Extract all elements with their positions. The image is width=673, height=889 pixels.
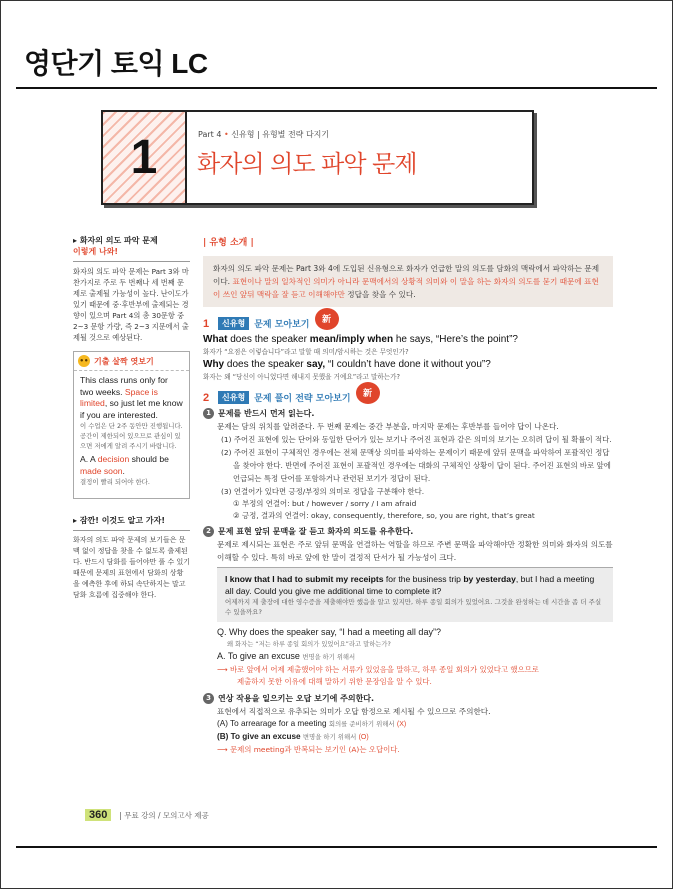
option-b xyxy=(203,731,613,744)
wrong-mark: (X) xyxy=(396,721,407,728)
footer-text: | 무료 강의 / 모의고사 제공 xyxy=(119,810,209,820)
option-text: (B) To give an excuse xyxy=(217,732,301,741)
divider xyxy=(73,530,190,531)
top-divider xyxy=(16,87,657,89)
step-title: 연상 작용을 일으키는 오답 보기에 주의한다. xyxy=(218,694,375,703)
step-number: 2 xyxy=(203,526,214,537)
sidebar-heading xyxy=(73,235,190,257)
option-translation: 회의를 준비하기 위해서 xyxy=(328,720,395,728)
step-3-text: 표현에서 직접적으로 유추되는 의미가 오답 함정으로 제시될 수 있으므로 주의한다. xyxy=(217,707,491,716)
option-a xyxy=(203,718,613,731)
divider xyxy=(73,261,190,262)
chapter-title: 화자의 의도 파악 문제 xyxy=(197,150,417,178)
ex-bold: by yesterday xyxy=(463,574,516,584)
tip-ans-part: A. A xyxy=(80,454,98,464)
tip-en-part: This class runs only for two weeks. xyxy=(80,375,168,397)
tip-en-highlight: Space is limited xyxy=(80,386,158,408)
type-tag: 신유형 xyxy=(218,317,249,330)
step-2-text: 문제로 제시되는 표현은 주로 앞뒤 문맥을 연결하는 역할을 하므로 주변 문맥을 파악해야만 정확한 의미와 화자의 의도를 이해할 수 있다. 특히 바로 앞에 한 말이 결정적 단서가 될 가능성이 크다. xyxy=(217,540,613,562)
question-list xyxy=(203,333,613,383)
chapter-header xyxy=(101,110,534,205)
book-title: 영단기 토익 LC xyxy=(24,48,208,79)
q-word: say, xyxy=(306,359,326,370)
section-label: | 유형 소개 | xyxy=(203,238,254,248)
strategy-step-1 xyxy=(203,407,613,420)
arrow-icon: ▸ xyxy=(73,516,78,525)
step-1-text: 문제는 담의 위치를 알려준다. 두 번째 문제는 중간 부분을, 마지막 문제는 후반부를 들어야 답이 나온다. xyxy=(217,422,559,431)
tip-answer xyxy=(80,454,183,477)
page-number: 360 xyxy=(85,809,111,821)
page-footer xyxy=(85,809,209,821)
example-sentence xyxy=(225,573,605,597)
note-heading xyxy=(73,515,190,526)
page-content xyxy=(73,103,613,833)
tip-answer-translation: 결정이 빨리 되어야 한다. xyxy=(80,478,150,486)
step-1-item-1: (1) 주어진 표현에 있는 단어와 동일한 단어가 있는 보기나 주어진 표현과 같은 의미의 보기는 오히려 답이 될 확률이 적다. xyxy=(221,435,612,444)
ex-normal: , but I had a meeting all day. Could you give me additional time to complete it? xyxy=(225,574,595,596)
intro-text: 정답을 찾을 수 있다. xyxy=(344,290,416,299)
q-word: Why xyxy=(203,359,225,370)
type-title: 문제 풀이 전략 모아보기 xyxy=(254,394,351,404)
strategy-step-2 xyxy=(203,525,613,538)
sidebar-note xyxy=(73,515,190,601)
type-number: 2 xyxy=(203,391,210,404)
q-word: mean/imply when xyxy=(309,334,394,345)
explanation-1-cont: 제출하지 못한 이유에 대해 말하기 위한 문장임을 알 수 있다. xyxy=(237,677,432,686)
tip-title: 기출 살짝 엿보기 xyxy=(94,356,154,366)
q-word: What xyxy=(203,334,228,345)
qa-answer-text: A. To give an excuse xyxy=(217,651,300,661)
type-number: 1 xyxy=(203,317,210,330)
sidebar-body: 화자의 의도 파악 문제는 Part 3와 마찬가지로 주로 두 번째나 세 번째 문제로 출제될 가능성이 높다. 난이도가 있기 때문에 중·후반부에 출제되는 경향이 있으며 Part 4의 총 30문항 중 2~3 문항 가량, 즉 2~3 지문에서 출제될 것으로 예상된다. xyxy=(73,267,189,342)
q-word: does the speaker xyxy=(224,359,307,370)
qa-answer xyxy=(203,650,613,664)
chapter-part: Part 4 xyxy=(198,130,222,139)
question-1-translation: 화자가 “요점은 이렇습니다”라고 말할 때 의미/암시하는 것은 무엇인가? xyxy=(203,348,409,356)
step-1-subitem-2: ② 긍정, 결과의 연결어: okay, consequently, therefore, so, you are right, that’s great xyxy=(233,511,535,520)
sidebar-heading-1: 화자의 의도 파악 문제 xyxy=(79,236,158,245)
step-1-subitem-1: ① 부정의 연결어: but / however / sorry / I am afraid xyxy=(233,499,417,508)
step-title: 문제를 반드시 먼저 읽는다. xyxy=(218,409,315,418)
sidebar-intro xyxy=(73,235,190,343)
new-badge-icon: 新 xyxy=(356,382,380,404)
bullet-icon: • xyxy=(223,130,229,139)
question-2-translation: 화자는 왜 “당신이 아니었다면 해내지 못했을 거예요”라고 말하는가? xyxy=(203,373,400,381)
step-1-item-2: (2) 주어진 표현이 구체적인 경우에는 전체 문맥상 의미를 파악하는 문제이기 때문에 앞뒤 문맥을 파악하여 포괄적인 정답을 찾아야 한다. 반면에 주어진 표현이 포괄적인 경우에는 대화의 구체적인 상황이 답이 된다. 주어진 표현의 바로 앞에 언급되는 특정 단어를 포함하거나 관련된 보기가 정답이 된다. xyxy=(221,448,611,483)
qa-question: Q. Why does the speaker say, “I had a meeting all day”? xyxy=(217,627,441,637)
arrow-icon: ▸ xyxy=(73,236,78,245)
tip-header xyxy=(74,352,189,371)
strategy-step-3 xyxy=(203,692,613,705)
example-box xyxy=(217,567,613,622)
explanation-1: ⟶ 바로 앞에서 어제 제출했어야 하는 서류가 있었음을 말하고, 하루 종일 회의가 있었다고 했으므로 xyxy=(217,665,539,674)
qa-answer-translation: 변명을 하기 위해서 xyxy=(302,654,356,661)
peek-face-icon: •• xyxy=(79,357,89,365)
tip-box xyxy=(73,351,190,499)
new-badge-icon: 新 xyxy=(315,308,339,330)
step-1-item-3: (3) 연결어가 있다면 긍정/부정의 의미로 정답을 구분해야 한다. xyxy=(221,487,425,496)
q-word: does the speaker xyxy=(227,334,310,345)
chapter-number: 1 xyxy=(130,131,158,184)
sidebar-heading-2: 이렇게 나와! xyxy=(73,247,119,256)
type-tag: 신유형 xyxy=(218,391,249,404)
intro-text: 화자의 의도 파악 문제는 Part 3와 4에 도입된 신유형으로 화자가 언급한 말의 의도를 담화의 맥락에서 파악하는 문제이다. xyxy=(213,264,600,286)
tip-translation: 이 수업은 단 2주 동안만 진행됩니다. 공간이 제한되어 있으므로 관심이 있으면 저에게 알려 주시기 바랍니다. xyxy=(80,422,183,450)
chapter-number-box xyxy=(103,112,187,203)
option-translation: 변명을 하기 위해서 xyxy=(302,733,357,741)
tip-ans-highlight: made soon xyxy=(80,465,123,476)
type-header-2 xyxy=(203,391,613,404)
bottom-divider xyxy=(16,846,657,848)
qa-question-translation: 왜 화자는 “저는 하루 종일 회의가 있었어요”라고 말하는가? xyxy=(227,641,391,648)
option-text: (A) To arrearage for a meeting xyxy=(217,719,327,728)
ex-normal: for the business trip xyxy=(383,574,464,584)
chapter-subtitle xyxy=(198,129,329,140)
chapter-sub-rest: 신유형 | 유형별 전략 다지기 xyxy=(231,130,330,139)
tip-ans-part: . xyxy=(122,465,125,476)
note-heading-text: 잠깐! 이것도 알고 가자! xyxy=(79,516,166,525)
q-word: “I couldn’t have done it without you”? xyxy=(325,359,491,370)
tip-body xyxy=(74,371,189,491)
question-2 xyxy=(203,358,613,372)
q-word: he says, “Here’s the point”? xyxy=(393,334,518,345)
type-title: 문제 모아보기 xyxy=(254,320,310,330)
step-number: 3 xyxy=(203,693,214,704)
explanation-2: ⟶ 문제의 meeting과 반복되는 보기인 (A)는 오답이다. xyxy=(217,745,400,754)
intro-box xyxy=(203,256,613,307)
tip-ans-part: should be xyxy=(129,454,169,464)
type-header-1 xyxy=(203,317,613,330)
tip-example xyxy=(80,375,183,421)
ex-bold: I know that I had to submit my receipts xyxy=(225,574,384,584)
tip-en-part: , so just let me know if you are interested. xyxy=(80,398,183,420)
intro-highlight: 표현이나 말의 일차적인 의미가 아니라 문맥에서의 상황적 의미와 이 말을 하는 화자의 의도를 묻기 때문에 표현이 쓰인 앞뒤 맥락을 잘 듣고 이해해야만 xyxy=(213,277,599,299)
correct-mark: (O) xyxy=(358,734,369,741)
example-translation: 어제까지 제 출장에 대한 영수증을 제출해야만 했음을 알고 있지만, 하루 종일 회의가 있었어요. 그것을 완성하는 데 시간을 좀 더 주실 수 있을까요? xyxy=(225,598,602,616)
step-title: 문제 표현 앞뒤 문맥을 잘 듣고 화자의 의도를 유추한다. xyxy=(218,527,414,536)
main-column xyxy=(203,235,613,756)
tip-ans-highlight: decision xyxy=(97,454,130,464)
step-number: 1 xyxy=(203,408,214,419)
note-body: 화자의 의도 파악 문제의 보기들은 문맥 없이 정답을 찾을 수 없도록 출제된다. 반드시 담화를 들어야만 풀 수 있기 때문에 문제의 표현에서 담화의 상황을 예측한 후에 하되 속단하지는 말고 담화 흐름에 집중해야 한다. xyxy=(73,536,191,599)
question-1 xyxy=(203,333,613,347)
